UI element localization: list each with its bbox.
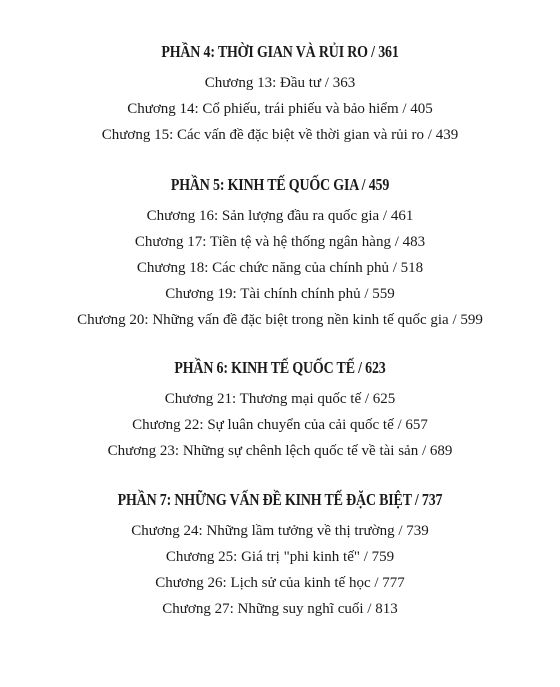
chapter-18-entry: Chương 18: Các chức năng của chính phủ / 518 [136, 260, 424, 276]
chapter-22-entry: Chương 22: Sự luân chuyển của cải quốc tế / 657 [132, 417, 428, 433]
chapter-24-entry: Chương 24: Những lầm tưởng về thị trường / 739 [131, 523, 429, 539]
chapter-16-entry: Chương 16: Sản lượng đầu ra quốc gia / 461 [146, 208, 414, 224]
chapter-26-entry: Chương 26: Lịch sử của kinh tế học / 777 [155, 575, 405, 591]
part-4-section [0, 42, 560, 148]
part-6-section [0, 358, 560, 464]
part-7-section [0, 490, 560, 622]
part-heading: PHẦN 5: KINH TẾ QUỐC GIA / 459 [170, 175, 390, 194]
chapter-15-entry: Chương 15: Các vấn đề đặc biệt về thời gian và rủi ro / 439 [101, 127, 459, 143]
chapter-17-entry: Chương 17: Tiền tệ và hệ thống ngân hàng / 483 [134, 234, 426, 250]
part-heading: PHẦN 4: THỜI GIAN VÀ RỦI RO / 361 [161, 42, 399, 61]
chapter-14-entry: Chương 14: Cổ phiếu, trái phiếu và bảo hiểm / 405 [127, 101, 433, 117]
chapter-23-entry: Chương 23: Những sự chênh lệch quốc tế về tài sản / 689 [107, 443, 453, 459]
chapter-13-entry: Chương 13: Đầu tư / 363 [204, 75, 356, 91]
chapter-25-entry: Chương 25: Giá trị "phi kinh tế" / 759 [165, 549, 395, 565]
part-5-section [0, 175, 560, 333]
chapter-19-entry: Chương 19: Tài chính chính phủ / 559 [165, 286, 395, 302]
chapter-21-entry: Chương 21: Thương mại quốc tế / 625 [164, 391, 396, 407]
chapter-27-entry: Chương 27: Những suy nghĩ cuối / 813 [162, 601, 398, 617]
part-heading: PHẦN 7: NHỮNG VẤN ĐỀ KINH TẾ ĐẶC BIỆT / 737 [117, 490, 443, 509]
part-heading: PHẦN 6: KINH TẾ QUỐC TẾ / 623 [174, 358, 386, 377]
chapter-20-entry: Chương 20: Những vấn đề đặc biệt trong nền kinh tế quốc gia / 599 [77, 312, 483, 328]
